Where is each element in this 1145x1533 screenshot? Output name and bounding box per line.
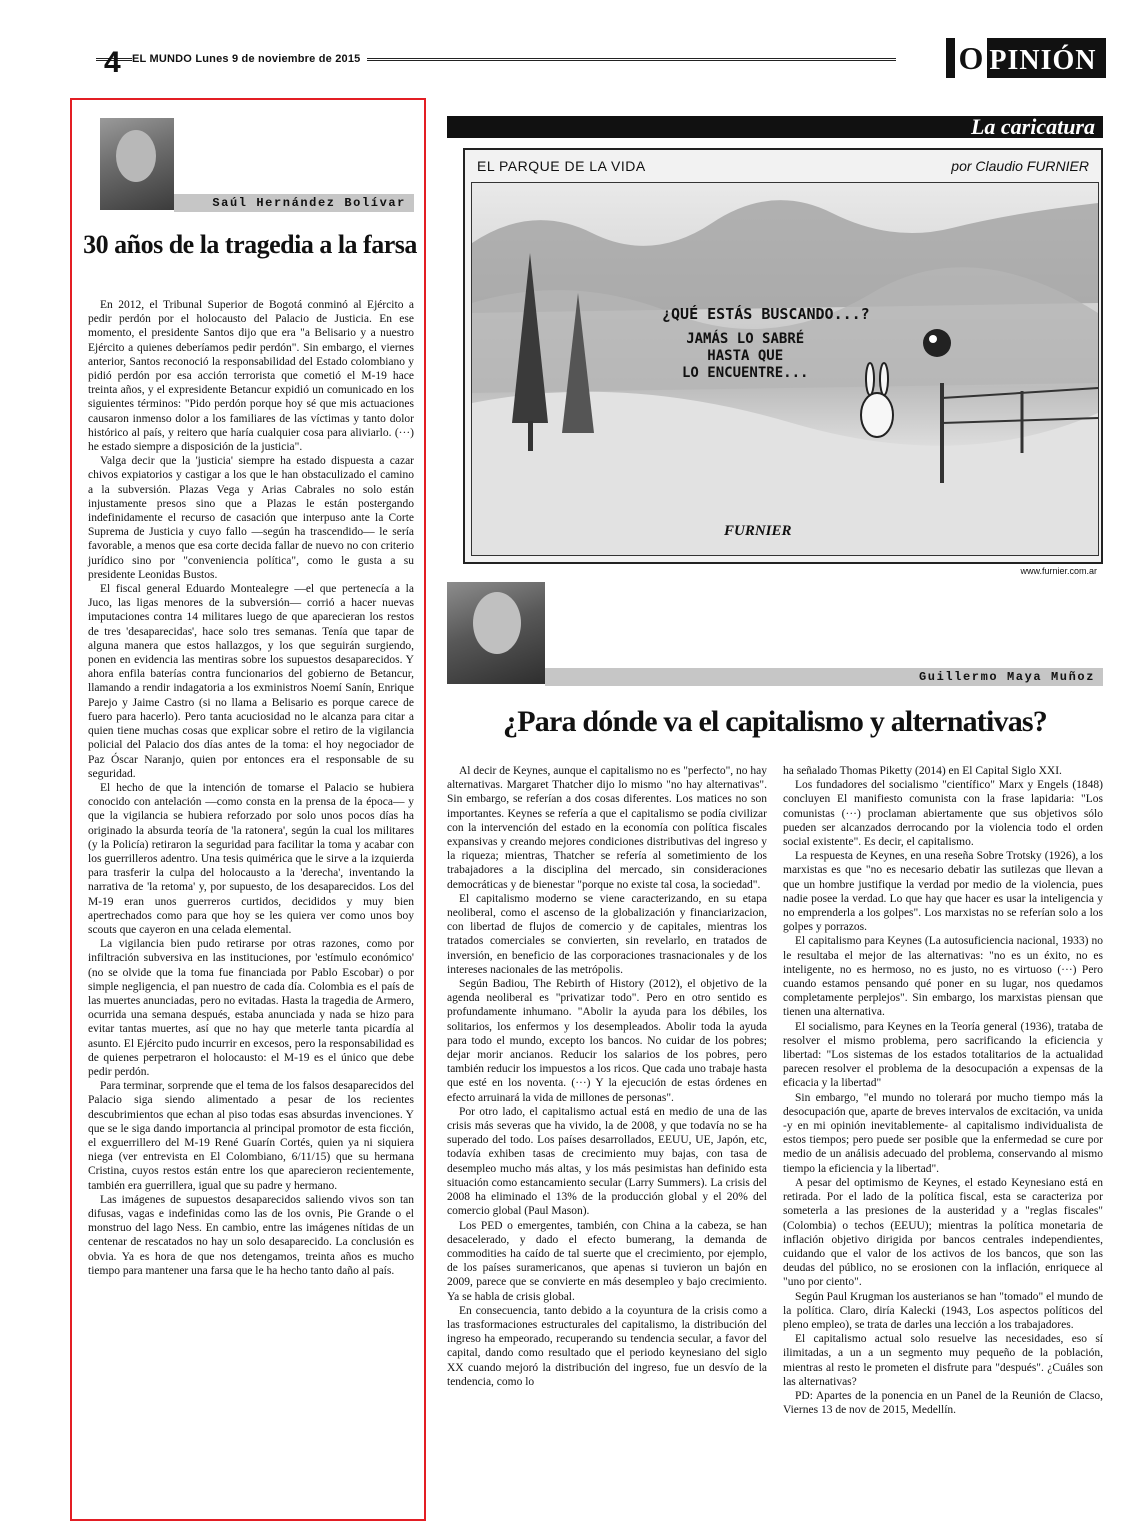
cartoonist-signature: FURNIER (724, 523, 792, 539)
speech-bubble-answer (682, 331, 808, 382)
speech-line: JAMÁS LO SABRÉ (686, 331, 805, 347)
article-column-2 (783, 764, 1103, 1417)
paragraph: Valga decir que la 'justicia' siempre ha estado dispuesta a cazar chivos expiatorios y castigar a los que le han obstaculizado el camino a la subversión. Plazas Vega y Arias Cabrales no solo están injustamente presos sino que a Plazas le están postergando indefinidamente el recurso de casación que interpuso ante la Corte Suprema de Justicia y cuyo fallo —según ha trascendido— le sería favorable, a menos que esa corte decida fallar de nuevo no con criterio jurídico sino por "conveniencia política", como le gusta a su presidente Leonidas Bustos. (88, 455, 414, 581)
article-title: 30 años de la tragedia a la farsa (83, 230, 417, 259)
paragraph: En 2012, el Tribunal Superior de Bogotá conminó al Ejército a pedir perdón por el holocausto del Palacio de Justicia. En ese momento, el presidente Santos dijo que era "a Belisario y a nuestro Ejército a quienes deberíamos pedir perdón". Sin embargo, el viernes anterior, Santos reconoció la responsabilidad del Estado colombiano y pidió perdón por esa acción terrorista que cometió el M-19 hace treinta años, y el expresidente Betancur expidió un comunicado en los siguientes términos: "Pido perdón porque hoy sé que mis actuaciones causaron inmenso dolor a los familiares de las víctimas y tanto dolor histórico al país, y reitero que haría cualquier cosa para aliviarlo. (···) he estado siempre a disposición de la justicia". (88, 299, 414, 454)
paragraph: Al decir de Keynes, aunque el capitalismo no es "perfecto", no hay alternativas. Margaret Thatcher dijo lo mismo "no hay alternativas". Sin embargo, se referían a dos cosas diferentes. Los matices no son importantes. Keynes se refería a que el capitalismo se podía civilizar con la intervención del estado en la economía con política fiscales expansivas y creando mejores condiciones distributivas del ingreso y la riqueza; mientras, Thatcher se refería al sometimiento de los trabajadores a la disciplina del mercado, sin consideraciones democráticas y de bienestar "porque no existe tal cosa, la sociedad". (447, 765, 767, 891)
paragraph: A pesar del optimismo de Keynes, el estado Keynesiano está en retirada. Por el lado de la política fiscal, esta se caracteriza por someterla a las presiones de la austeridad y a "reglas fiscales" (Colombia) o techos (EEUU); mientras la política monetaria de inflación objetivo dirigida por bancos centrales independientes, cuidando que el valor de los activos de los bancos, que son las deudas del público, no se erosionen con la inflación, enriquece al "uno por ciento". (783, 1176, 1103, 1289)
author-photo (100, 118, 174, 210)
paragraph: El capitalismo moderno se viene caracterizando, en su etapa neoliberal, como el ascenso de la globalización y financiarizacion, con libertad de flujos de comercio y de capitales, mientras los tratados comerciales se convierten, sin revelarlo, en tratados de inversión, en beneficio de las corporaciones trasnacionales y de los intereses nacionales de las metrópolis. (447, 892, 767, 976)
paragraph: En consecuencia, tanto debido a la coyuntura de la crisis como a las trasformaciones estructurales del capitalismo, la distribución del ingreso ha empeorado, recuperando su tendencia secular, a favor del capital, dando como resultado que el periodo keynesiano del siglo XX cuando mejoró la distribución del ingreso, fue un desvío de la tendencia, como lo (447, 1304, 767, 1388)
paragraph: El fiscal general Eduardo Montealegre —el que pertenecía a la Juco, las ligas menores de la subversión— corrió a hacer nuevas imputaciones contra 14 militares luego de que aparecieran los restos de tres 'desaparecidas', hace solo tres semanas. Tenía que tapar de alguna manera que estos hallazgos, y los que seguirán surgiendo, ponen en evidencia las mentiras sobre los supuestos desaparecidos. Y ahora enfila baterías contra funcionarios del gobierno de Betancur, llamando a rendir indagatoria a los exministros Noemí Sanín, Enrique Parejo y Jaime Castro (si no llama a Belisario es porque carece de fuero para hacerlo). Pero tanta acuciosidad no le alcanza para citar a quien tiene muchas cosas que explicar sobre el retiro de la vigilancia policial del Palacio dos días antes de la toma: el hoy negociador de Paz Óscar Naranjo, quien por entonces era el responsable de su seguridad. (88, 583, 414, 780)
paragraph: Las imágenes de supuestos desaparecidos saliendo vivos son tan difusas, vagas e indefinidas como las de los ovnis, Pie Grande o el monstruo del lago Ness. En cambio, entre las imágenes nítidas de un centenar de rescatados no hay un solo desaparecido. La conclusión es obvia. Ya es hora de que nos detengamos, treinta años es mucho tiempo para mantener una farsa que le ha hecho tanto daño al país. (88, 1193, 414, 1277)
left-article (70, 98, 426, 1521)
paragraph: Los fundadores del socialismo "científico" Marx y Engels (1848) concluyen El manifiesto comunista con la frase lapidaria: "Los comunistas (···) proclaman abiertamente que sus objetivos sólo pueden ser alcanzados derrocando por la violencia todo el orden social existente". Es decir, el capitalismo. (783, 779, 1103, 849)
caricature (463, 148, 1103, 576)
paragraph: PD: Apartes de la ponencia en un Panel de la Reunión de Clacso, Viernes 13 de nov de 2015, Medellín. (783, 1389, 1103, 1417)
paragraph: El capitalismo para Keynes (La autosuficiencia nacional, 1933) no le resultaba el mejor de las alternativas: "no es un éxito, no es inteligente, no es hermoso, no es justo, no es virtuoso (···) Pero cuando estamos pensando qué poner en su lugar, nos quedamos completamente perplejos". Sin embargo, los marxistas piensan que tienen una alternativa. (783, 935, 1103, 1019)
author-photo (447, 582, 545, 684)
section-label (946, 38, 1106, 78)
speech-line: LO ENCUENTRE... (682, 365, 809, 381)
caricature-section-label: La caricatura (970, 114, 1095, 139)
section-initial: O (955, 38, 987, 78)
paragraph: Por otro lado, el capitalismo actual está en medio de una de las crisis más severas que ha vivido, la de 2008, y que todavía no se ha superado del todo. Los países desarrollados, EEUU, UE, Japón, etc, todavía exhiben tasas de crecimiento muy bajas, con tasa de desempleo mucho más altas, y los más pesimistas han definido esta situación como estancamiento secular (Larry Summers). La crisis del 2008 ha eliminado el 13% de la producción global y el 20% del comercio global (Paul Mason). (447, 1105, 767, 1218)
paragraph: Para terminar, sorprende que el tema de los falsos desaparecidos del Palacio siga siendo alimentado a pesar de los recientes descubrimientos que echan al piso todas esas absurdas invenciones. Y que se le siga dando importancia al principal promotor de esta ficción, el exguerrillero del M-19 René Guarín Cortés, quien ya ni siquiera niega (ver entrevista en El Colombiano, 6/11/15) que su hermana Cristina, cuyos restos están entre los que aparecieron recientemente, también era guerrillera, igual que su padre y hermano. (88, 1080, 414, 1192)
paragraph: Según Paul Krugman los austerianos se han "tomado" el mundo de la política. Claro, diría Kalecki (1943, Los aspectos políticos del pleno empleo), se trata de darles una lección a los trabajadores. (783, 1290, 1103, 1331)
paragraph: El capitalismo actual solo resuelve las necesidades, eso sí ilimitadas, a un a un segmento muy pequeño de la población, mientras al resto le prometen el disfrute para "después". ¿Cuáles son las alternativas? (783, 1333, 1103, 1388)
masthead (96, 38, 1108, 78)
article-body (88, 298, 414, 1278)
cartoon-byline: por Claudio FURNIER (951, 158, 1089, 174)
page-number: 4 (104, 46, 121, 79)
paragraph: ha señalado Thomas Piketty (2014) en El Capital Siglo XXI. (783, 765, 1062, 777)
speech-bubble-question: ¿QUÉ ESTÁS BUSCANDO...? (662, 305, 870, 323)
cartoon-url: www.furnier.com.ar (1020, 566, 1097, 576)
article-title: ¿Para dónde va el capitalismo y alternativas? (503, 705, 1047, 738)
article-column-1 (447, 764, 767, 1389)
paragraph: El socialismo, para Keynes en la Teoría general (1936), trataba de resolver el mismo problema, pero sacrificando la eficiencia y libertad: "Los sistemas de los estados totalitarios de la actualidad parecen resolver el problema de la desocupación a expensas de la eficacia y la libertad" (783, 1020, 1103, 1090)
cartoon-title: EL PARQUE DE LA VIDA (477, 158, 646, 174)
paragraph: El hecho de que la intención de tomarse el Palacio se hubiera conocido con antelación —como consta en la prensa de la época— y que la vigilancia se hubiera reforzado por solo unos pocos días ha originado la absurda teoría de 'la ratonera', según la cual los militares (y la Policía) retiraron la seguridad para facilitar la toma y acabar con los guerrilleros adentro. Una tesis quimérica que le sirve a la izquierda para trasferir la culpa del holocausto a la 'derecha', inventando la narrativa de 'la retoma' y, por supuesto, de los desaparecidos. Los del M-19 eran unos guerreros curtidos, decididos y muy bien apertrechados como para que hoy se les quiera ver como unos boy scouts que cayeron en una celada elemental. (88, 781, 414, 936)
speech-line: HASTA QUE (707, 348, 784, 364)
paragraph: La respuesta de Keynes, en una reseña Sobre Trotsky (1926), a los marxistas es que "no es necesario debatir las sutilezas que llevan a que un hombre justifique la verdad por medio de la violencia, pues nadie posee la verdad. Lo que hay que hacer es usar la inteligencia y no emprenderla a los golpes". Los marxistas no se referían solo a los golpes y porrazos. (783, 850, 1103, 934)
cartoon-scene (471, 182, 1099, 556)
paragraph: Los PED o emergentes, también, con China a la cabeza, se han desacelerado, y dado el efecto bumerang, la demanda de commodities ha caído de tal suerte que el crecimiento, por ejemplo, de los países suramericanos, que apenas si tuvieron un bajón en 2009, parece que se convierte en más desempleo y bajo crecimiento. Ya se habla de crisis global. (447, 1219, 767, 1303)
author-name: Guillermo Maya Muñoz (545, 668, 1103, 686)
paragraph: La vigilancia bien pudo retirarse por otras razones, como por infiltración subversiva en las instituciones, por 'estímulo económico' (no se olvide que la toma fue financiada por Pablo Escobar) o por simple negligencia, el pan nuestro de cada día. Colombia es el país de las muertes anunciadas, pero no evitadas. Hasta la tragedia de Armero, ocurrida una semana después, estaba anunciada y nada se hizo para evitar tantas muertes, así que no hay que meterle tanta picardía al asunto. El Ejército pudo incurrir en excesos, pero la responsabilidad es de quienes perpetraron el holocausto: el M-19 es el único que debe pedir perdón. (88, 938, 414, 1078)
caricature-header (447, 116, 1103, 138)
paper-dateline: EL MUNDO Lunes 9 de noviembre de 2015 (132, 53, 367, 65)
author-name: Saúl Hernández Bolívar (174, 194, 414, 212)
section-name: PINIÓN (989, 45, 1097, 76)
paragraph: Sin embargo, "el mundo no tolerará por mucho tiempo más la desocupación que, aparte de breves intervalos de excitación, va unida -y en mi opinión inevitablemente- al capitalismo individualista de estos tiempos; pero puede ser posible que la enfermedad se cure por medio de un análisis adecuado del problema, conservando al mismo tiempo la eficiencia y la libertad". (783, 1091, 1103, 1175)
paragraph: Según Badiou, The Rebirth of History (2012), el objetivo de la agenda neoliberal es "privatizar todo". Pero en otro sentido es profundamente inhumano. "Abolir la ayuda para los débiles, los solitarios, los enfermos y los desempleados. Abolir toda la ayuda para todo el mundo, excepto los bancos. No cuidar de los pobres; dejar morir ancianos. Reducir los salarios de los pobres, pero también reducir los impuestos a los ricos. Que cada uno trabaje hasta que esté en los noventa. (···) Y la ejecución de estas órdenes en efecto arruinará la vida de millones de personas". (447, 978, 767, 1104)
